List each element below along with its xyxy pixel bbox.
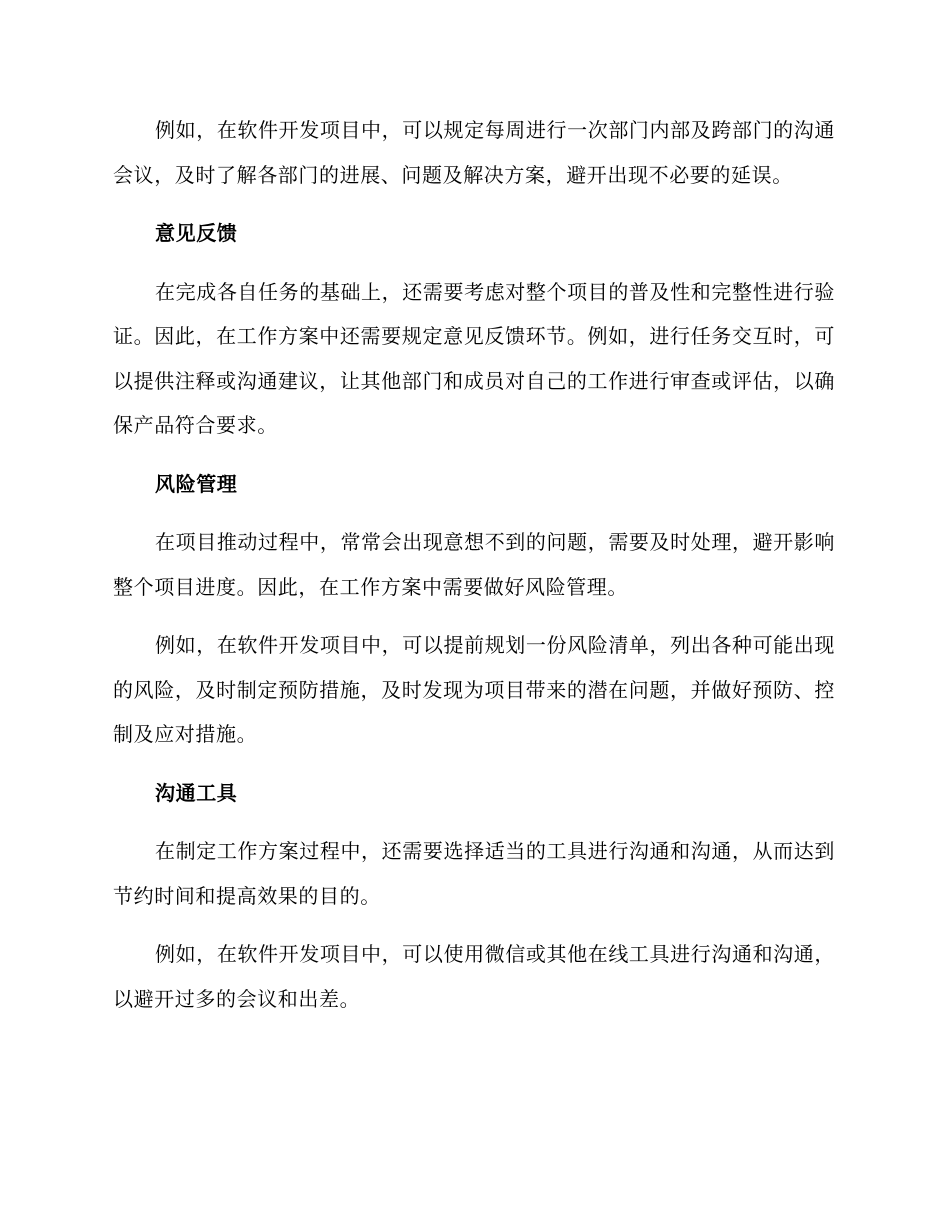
- paragraph-risk-intro: 在项目推动过程中，常常会出现意想不到的问题，需要及时处理，避开影响整个项目进度。因此，在工作方案中需要做好风险管理。: [113, 530, 835, 599]
- paragraph-tools-intro: 在制定工作方案过程中，还需要选择适当的工具进行沟通和沟通，从而达到节约时间和提高效果的目的。: [113, 839, 835, 908]
- paragraph-risk-example: 例如，在软件开发项目中，可以提前规划一份风险清单，列出各种可能出现的风险，及时制定预防措施，及时发现为项目带来的潜在问题，并做好预防、控制及应对措施。: [113, 633, 835, 746]
- heading-risk-management: 风险管理: [155, 471, 238, 496]
- paragraph-feedback: 在完成各自任务的基础上，还需要考虑对整个项目的普及性和完整性进行验证。因此，在工作方案中还需要规定意见反馈环节。例如，进行任务交互时，可以提供注释或沟通建议，让其他部门和成员对自己的工作进行审查或评估，以确保产品符合要求。: [113, 279, 835, 437]
- heading-communication-tools: 沟通工具: [155, 780, 238, 805]
- paragraph-meeting-example: 例如，在软件开发项目中，可以规定每周进行一次部门内部及跨部门的沟通会议，及时了解各部门的进展、问题及解决方案，避开出现不必要的延误。: [113, 118, 835, 187]
- paragraph-tools-example: 例如，在软件开发项目中，可以使用微信或其他在线工具进行沟通和沟通，以避开过多的会议和出差。: [113, 942, 835, 1011]
- heading-feedback: 意见反馈: [155, 221, 238, 245]
- document-page: [113, 108, 835, 1035]
